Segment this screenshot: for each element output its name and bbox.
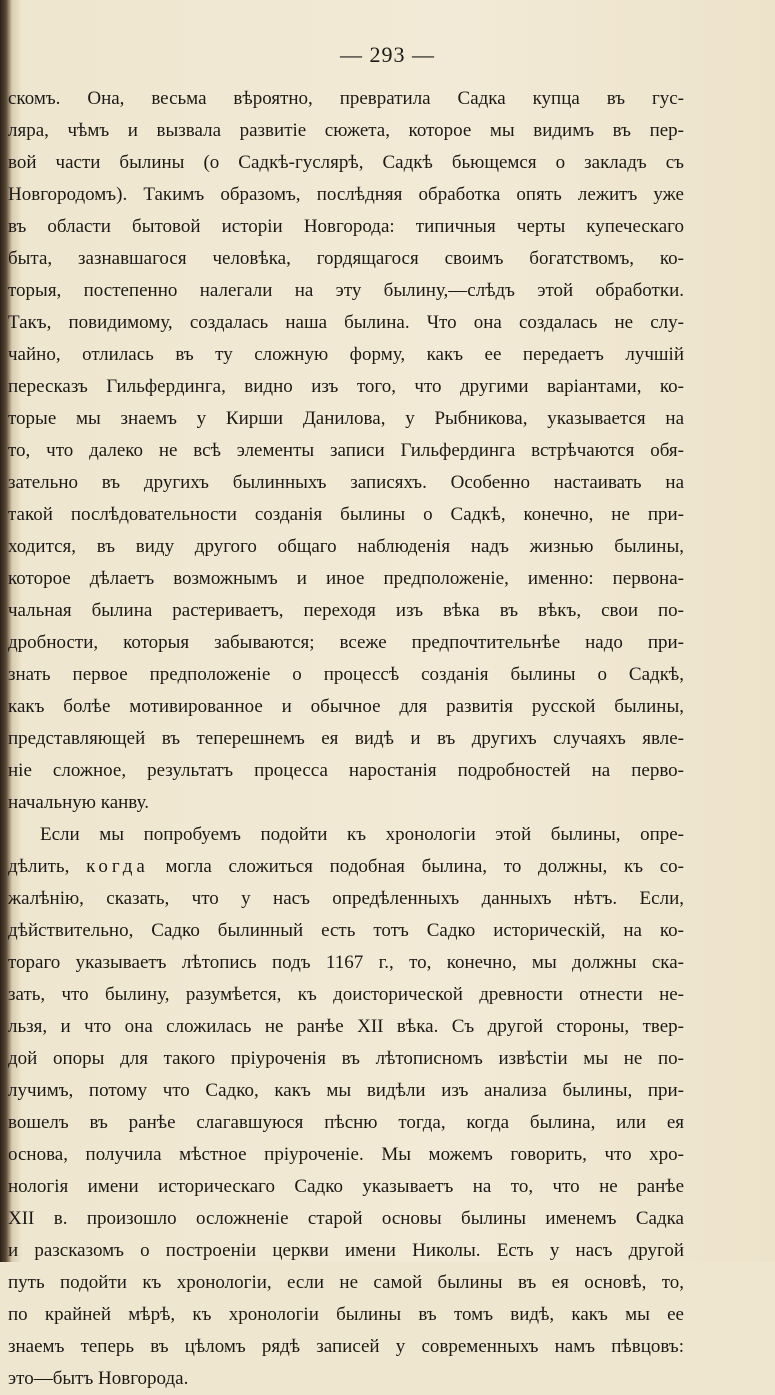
paragraph bbox=[8, 819, 684, 1395]
body-text bbox=[8, 83, 684, 1395]
text-line: которое дѣлаетъ возможнымъ и иное предположеніе, именно: первона- bbox=[8, 568, 684, 589]
text-line: въ области бытовой исторіи Новгорода: типичныя черты купеческаго bbox=[8, 216, 684, 237]
paragraph bbox=[8, 83, 684, 819]
text-line: чальная былина растериваетъ, переходя изъ вѣка въ вѣкъ, свои по- bbox=[8, 600, 684, 621]
text-line: и разсказомъ о построеніи церкви имени Николы. Есть у насъ другой bbox=[8, 1240, 684, 1261]
text-line: то, что далеко не всѣ элементы записи Гильфердинга встрѣчаются обя- bbox=[8, 440, 684, 461]
text-line: ніе сложное, результатъ процесса наростанія подробностей на перво- bbox=[8, 760, 684, 781]
text-line: Такъ, повидимому, создалась наша былина. Что она создалась не слу- bbox=[8, 312, 684, 333]
text-line: такой послѣдовательности созданія былины о Садкѣ, конечно, не при- bbox=[8, 504, 684, 525]
text-line: Если мы попробуемъ подойти къ хронологіи этой былины, опре- bbox=[40, 824, 684, 845]
text-line: зательно въ другихъ былинныхъ записяхъ. Особенно настаивать на bbox=[8, 472, 684, 493]
text-line: торыя, постепенно налегали на эту былину,—слѣдъ этой обработки. bbox=[8, 280, 684, 301]
text-line: торые мы знаемъ у Кирши Данилова, у Рыбникова, указывается на bbox=[8, 408, 684, 429]
page-number: — 293 — bbox=[340, 42, 435, 67]
text-line: какъ болѣе мотивированное и обычное для развитія русской былины, bbox=[8, 696, 684, 717]
text-line: вой части былины (о Садкѣ-гуслярѣ, Садкѣ бьющемся о закладъ съ bbox=[8, 152, 684, 173]
text-fragment: могла сложиться подобная былина, то должны, къ со- bbox=[165, 856, 684, 877]
text-line: пересказъ Гильфердинга, видно изъ того, что другими варіантами, ко- bbox=[8, 376, 684, 397]
text-line: XII в. произошло осложненіе старой основы былины именемъ Садка bbox=[8, 1208, 684, 1229]
text-line: тораго указываетъ лѣтопись подъ 1167 г., то, конечно, мы должны ска- bbox=[8, 952, 684, 973]
text-line: вошелъ въ ранѣе слагавшуюся пѣсню тогда, когда былина, или ея bbox=[8, 1112, 684, 1133]
text-line: зать, что былину, разумѣется, къ доисторической древности отнести не- bbox=[8, 984, 684, 1005]
text-line: жалѣнію, сказать, что у насъ опредѣленныхъ данныхъ нѣтъ. Если, bbox=[8, 888, 684, 909]
text-line: скомъ. Она, весьма вѣроятно, превратила Садка купца въ гус- bbox=[8, 88, 684, 109]
text-line: основа, получила мѣстное пріуроченіе. Мы можемъ говорить, что хро- bbox=[8, 1144, 684, 1165]
text-line: нологія имени историческаго Садко указываетъ на то, что не ранѣе bbox=[8, 1176, 684, 1197]
emphasized-word: когда bbox=[86, 856, 149, 877]
text-line bbox=[8, 851, 684, 883]
text-line: путь подойти къ хронологіи, если не самой былины въ ея основѣ, то, bbox=[8, 1272, 684, 1293]
text-line: знать первое предположеніе о процессѣ созданія былины о Садкѣ, bbox=[8, 664, 684, 685]
text-line: чайно, отлилась въ ту сложную форму, какъ ее передаетъ лучшій bbox=[8, 344, 684, 365]
text-line: ходится, въ виду другого общаго наблюденія надъ жизнью былины, bbox=[8, 536, 684, 557]
text-line: дой опоры для такого пріуроченія въ лѣтописномъ извѣстіи мы не по- bbox=[8, 1048, 684, 1069]
text-line: знаемъ теперь въ цѣломъ рядѣ записей у современныхъ намъ пѣвцовъ: bbox=[8, 1336, 684, 1357]
text-line: ляра, чѣмъ и вызвала развитіе сюжета, которое мы видимъ въ пер- bbox=[8, 120, 684, 141]
text-line: дѣйствительно, Садко былинный есть тотъ Садко историческій, на ко- bbox=[8, 920, 684, 941]
text-line: лучимъ, потому что Садко, какъ мы видѣли изъ анализа былины, при- bbox=[8, 1080, 684, 1101]
text-fragment: дѣлить, bbox=[8, 856, 70, 877]
text-line: Новгородомъ). Такимъ образомъ, послѣдняя обработка опять лежитъ уже bbox=[8, 184, 684, 205]
text-line: дробности, которыя забываются; всеже предпочтительнѣе надо при- bbox=[8, 632, 684, 653]
text-line: по крайней мѣрѣ, къ хронологіи былины въ томъ видѣ, какъ мы ее bbox=[8, 1304, 684, 1325]
text-line: быта, зазнавшагося человѣка, гордящагося своимъ богатствомъ, ко- bbox=[8, 248, 684, 269]
text-line: начальную канву. bbox=[8, 792, 149, 813]
text-line: представляющей въ теперешнемъ ея видѣ и въ другихъ случаяхъ явле- bbox=[8, 728, 684, 749]
text-line: это—бытъ Новгорода. bbox=[8, 1368, 189, 1389]
text-line: льзя, и что она сложилась не ранѣе XII вѣка. Съ другой стороны, твер- bbox=[8, 1016, 684, 1037]
